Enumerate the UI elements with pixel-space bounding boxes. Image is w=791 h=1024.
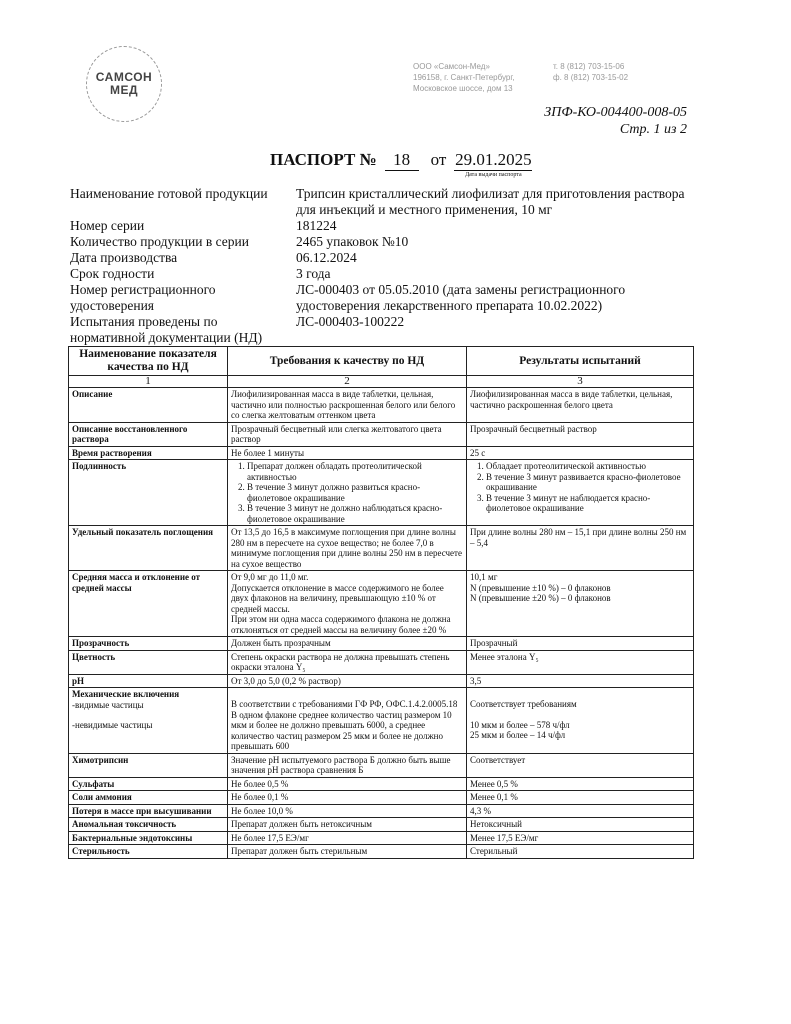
row-requirement xyxy=(228,571,467,637)
column-number: 2 xyxy=(228,376,467,388)
requirement-text: В одном флаконе среднее количество частиц размером 10 мкм и более не должно превышать 6000, а среднее количество частиц размером 25 мкм и более не должно превышать 600 xyxy=(231,709,452,751)
mechanical-title: Механические включения xyxy=(72,689,180,699)
company-logo xyxy=(86,46,162,122)
result-text: N (превышение ±10 %) – 0 флаконов xyxy=(470,582,611,593)
info-row-tested-by xyxy=(70,314,690,346)
list-item: 3. В течение 3 минут не наблюдается красно-фиолетовое окрашивание xyxy=(486,493,690,514)
row-requirement: Степень окраски раствора не должна превышать степень окраски эталона Y₅ xyxy=(228,650,467,674)
row-requirement: Препарат должен быть нетоксичным xyxy=(228,818,467,832)
row-result: Соответствует xyxy=(467,753,694,777)
company-line: 196158, г. Санкт-Петербург, xyxy=(413,73,515,82)
passport-title xyxy=(270,150,532,178)
company-address xyxy=(413,61,543,94)
row-result: Прозрачный бесцветный раствор xyxy=(467,422,694,446)
passport-date: 29.01.2025 xyxy=(455,150,532,169)
passport-date-block xyxy=(454,150,532,178)
info-value: 06.12.2024 xyxy=(296,250,357,265)
row-name: Подлинность xyxy=(69,460,228,526)
row-requirement: Должен быть прозрачным xyxy=(228,637,467,651)
info-label: Испытания проведены по нормативной документации (НД) xyxy=(70,314,263,345)
row-requirement: От 13,5 до 16,5 в максимуме поглощения при длине волны 280 нм в пересчете на сухое вещество; не более 7,0 в минимуме поглощения при длине волны 250 нм в пересчете на сухое вещество xyxy=(228,526,467,571)
info-label: Дата производства xyxy=(70,250,178,265)
info-value: Трипсин кристаллический лиофилизат для приготовления раствора для инъекций и местного применения, 10 мг xyxy=(296,186,685,217)
info-value: 3 года xyxy=(296,266,331,281)
row-result: 3,5 xyxy=(467,674,694,688)
column-header: Требования к качеству по НД xyxy=(228,347,467,376)
info-row-product xyxy=(70,186,690,218)
row-result xyxy=(467,688,694,754)
row-requirement: Не более 10,0 % xyxy=(228,804,467,818)
table-row xyxy=(69,831,694,845)
contact-line: ф. 8 (812) 703-15-02 xyxy=(553,73,629,82)
column-number-row xyxy=(69,376,694,388)
table-row xyxy=(69,804,694,818)
table-row xyxy=(69,791,694,805)
table-row xyxy=(69,446,694,460)
list-item: 1. Препарат должен обладать протеолитической активностью xyxy=(247,461,463,482)
info-label: Номер регистрационного удостоверения xyxy=(70,282,216,313)
row-result: Менее 0,1 % xyxy=(467,791,694,805)
row-name: Соли аммония xyxy=(69,791,228,805)
row-requirement: Препарат должен быть стерильным xyxy=(228,845,467,859)
info-value: ЛС-000403 от 05.05.2010 (дата замены регистрационного удостоверения лекарственного препарата 10.02.2022) xyxy=(296,282,626,313)
info-label: Срок годности xyxy=(70,266,155,281)
list-item: 2. В течение 3 минут должно развиться красно-фиолетовое окрашивание xyxy=(247,482,463,503)
row-name xyxy=(69,688,228,754)
company-line: Московское шоссе, дом 13 xyxy=(413,84,513,93)
mechanical-sub-visible: -видимые частицы xyxy=(72,699,144,710)
requirement-text: От 9,0 мг до 11,0 мг. xyxy=(231,572,309,582)
row-requirement xyxy=(228,688,467,754)
table-row xyxy=(69,753,694,777)
mechanical-sub-invisible: -невидимые частицы xyxy=(72,720,153,730)
table-row xyxy=(69,460,694,526)
company-line: ООО «Самсон-Мед» xyxy=(413,62,490,71)
row-name: Бактериальные эндотоксины xyxy=(69,831,228,845)
document-code: ЗПФ-КО-004400-008-05 xyxy=(544,105,687,120)
passport-label: ПАСПОРТ № xyxy=(270,150,377,169)
row-result: Менее 0,5 % xyxy=(467,777,694,791)
info-label: Наименование готовой продукции xyxy=(70,186,268,201)
info-row-quantity xyxy=(70,234,690,250)
row-requirement: Прозрачный бесцветный или слегка желтоватого цвета раствор xyxy=(228,422,467,446)
test-results-table xyxy=(68,346,694,859)
result-text: 10,1 мг xyxy=(470,572,498,582)
passport-number: 18 xyxy=(385,150,419,171)
info-label: Номер серии xyxy=(70,218,145,233)
table-row xyxy=(69,637,694,651)
passport-date-caption: Дата выдачи паспорта xyxy=(465,172,522,178)
table-row xyxy=(69,845,694,859)
requirement-text: В соответствии с требованиями ГФ РФ, ОФС.1.4.2.0005.18 xyxy=(231,699,458,709)
info-row-series xyxy=(70,218,690,234)
row-name: Цветность xyxy=(69,650,228,674)
list-item: 1. Обладает протеолитической активностью xyxy=(486,461,690,472)
row-result: Прозрачный xyxy=(467,637,694,651)
row-result: При длине волны 280 нм – 15,1 при длине волны 250 нм – 5,4 xyxy=(467,526,694,571)
table-row xyxy=(69,388,694,423)
row-name: pH xyxy=(69,674,228,688)
passport-from: от xyxy=(430,150,447,169)
row-name: Потеря в массе при высушивании xyxy=(69,804,228,818)
row-result: 4,3 % xyxy=(467,804,694,818)
row-requirement: Не более 0,5 % xyxy=(228,777,467,791)
column-header: Наименование показателя качества по НД xyxy=(69,347,228,376)
logo-line-1: САМСОН xyxy=(95,70,153,84)
row-result xyxy=(467,460,694,526)
row-name: Прозрачность xyxy=(69,637,228,651)
requirement-text: Допускается отклонение в массе содержимого не более двух флаконов на величину, превышающую ±10 % от средней массы. xyxy=(231,582,444,614)
row-requirement: Значение pH испытуемого раствора Б должно быть выше значения pH раствора сравнения Б xyxy=(228,753,467,777)
info-row-registration xyxy=(70,282,690,314)
document-code-block xyxy=(544,104,687,138)
row-requirement: Не более 0,1 % xyxy=(228,791,467,805)
row-name: Стерильность xyxy=(69,845,228,859)
page-number: Стр. 1 из 2 xyxy=(619,122,687,137)
result-list xyxy=(470,461,690,514)
column-header: Результаты испытаний xyxy=(467,347,694,376)
table-row xyxy=(69,526,694,571)
table-row xyxy=(69,818,694,832)
table-row xyxy=(69,777,694,791)
info-value: 2465 упаковок №10 xyxy=(296,234,409,249)
row-requirement: От 3,0 до 5,0 (0,2 % раствор) xyxy=(228,674,467,688)
row-name: Сульфаты xyxy=(69,777,228,791)
row-name: Аномальная токсичность xyxy=(69,818,228,832)
row-requirement xyxy=(228,460,467,526)
row-name: Время растворения xyxy=(69,446,228,460)
row-name: Химотрипсин xyxy=(69,753,228,777)
row-name: Описание xyxy=(69,388,228,423)
table-row xyxy=(69,688,694,754)
table-header-row xyxy=(69,347,694,376)
row-result: Лиофилизированная масса в виде таблетки, цельная, частично раскрошенная белого цвета xyxy=(467,388,694,423)
requirement-list xyxy=(231,461,463,524)
row-result: Менее 17,5 ЕЭ/мг xyxy=(467,831,694,845)
contact-line: т. 8 (812) 703-15-06 xyxy=(553,62,625,71)
row-result xyxy=(467,571,694,637)
column-number: 1 xyxy=(69,376,228,388)
row-name: Средняя масса и отклонение от средней массы xyxy=(69,571,228,637)
company-contacts xyxy=(553,61,663,83)
list-item: 2. В течение 3 минут развивается красно-фиолетовое окрашивание xyxy=(486,472,690,493)
row-name: Описание восстановленного раствора xyxy=(69,422,228,446)
table-row xyxy=(69,422,694,446)
row-requirement: Не более 17,5 ЕЭ/мг xyxy=(228,831,467,845)
result-text: 10 мкм и более – 578 ч/фл xyxy=(470,719,570,730)
table-row xyxy=(69,650,694,674)
row-result: 25 с xyxy=(467,446,694,460)
product-info xyxy=(70,186,690,346)
result-text: N (превышение ±20 %) – 0 флаконов xyxy=(470,593,611,603)
info-value: 181224 xyxy=(296,218,337,233)
list-item: 3. В течение 3 минут не должно наблюдаться красно-фиолетовое окрашивание xyxy=(247,503,463,524)
row-result: Стерильный xyxy=(467,845,694,859)
info-row-shelf-life xyxy=(70,266,690,282)
requirement-text: При этом ни одна масса содержимого флакона не должна отклоняться от средней массы на величину более ±20 % xyxy=(231,614,451,635)
row-requirement: Не более 1 минуты xyxy=(228,446,467,460)
result-text: Соответствует требованиям xyxy=(470,699,577,709)
info-label: Количество продукции в серии xyxy=(70,234,249,249)
info-row-manufacture-date xyxy=(70,250,690,266)
row-name: Удельный показатель поглощения xyxy=(69,526,228,571)
row-result: Менее эталона Y₅ xyxy=(467,650,694,674)
table-row xyxy=(69,571,694,637)
result-text: 25 мкм и более – 14 ч/фл xyxy=(470,730,566,740)
row-requirement: Лиофилизированная масса в виде таблетки, цельная, частично или полностью раскрошенная белого или белого со слегка желтоватым оттенком цвета xyxy=(228,388,467,423)
column-number: 3 xyxy=(467,376,694,388)
logo-line-2: МЕД xyxy=(109,83,139,97)
info-value: ЛС-000403-100222 xyxy=(296,314,405,329)
table-row xyxy=(69,674,694,688)
row-result: Нетоксичный xyxy=(467,818,694,832)
